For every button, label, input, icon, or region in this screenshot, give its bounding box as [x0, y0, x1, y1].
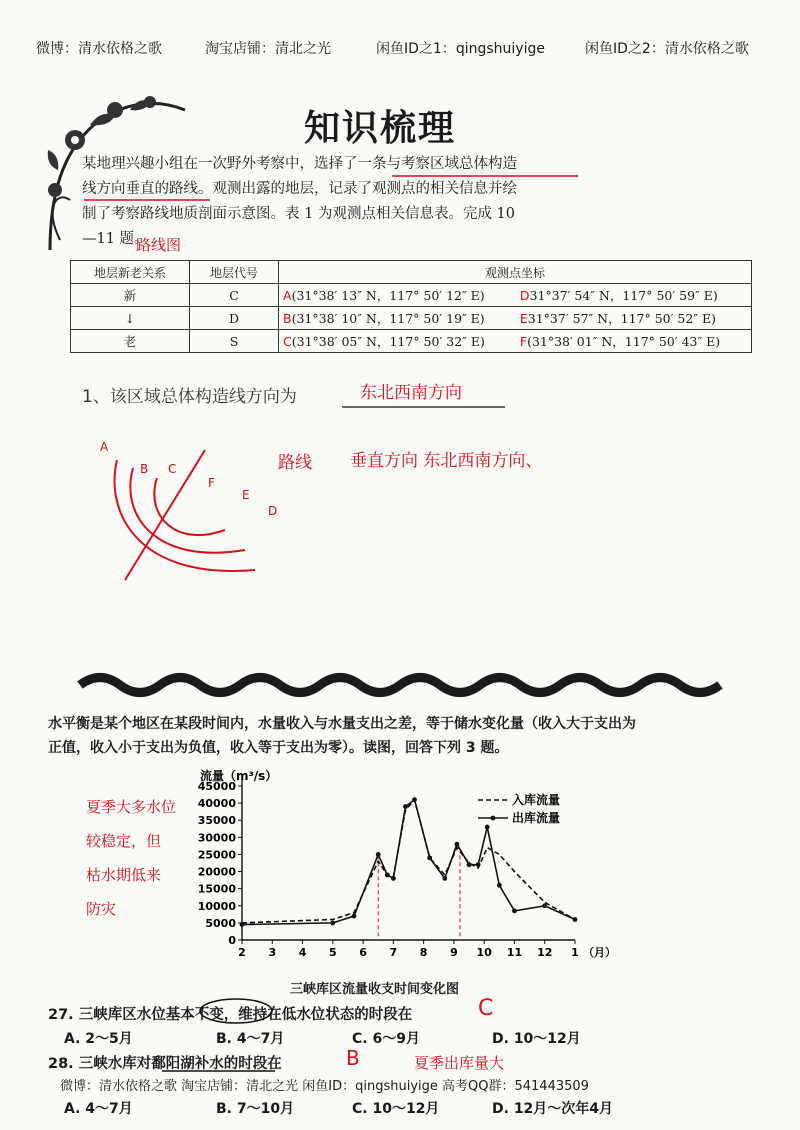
- y-tick-label: 25000: [197, 848, 236, 862]
- table-row: [71, 307, 752, 330]
- q28-option: B. 7～10月: [216, 1101, 295, 1117]
- observation-table: [70, 260, 752, 353]
- data-point: [385, 873, 390, 878]
- point-mark: F: [519, 334, 528, 349]
- x-tick-label: 7: [389, 946, 398, 959]
- fold-label: C: [168, 462, 177, 476]
- q27-option: D. 10～12月: [492, 1031, 581, 1047]
- handwritten-route-note: 垂直方向 东北西南方向、: [350, 451, 543, 471]
- table-cell-coord: (31°38′ 05″ N，117° 50′ 32″ E): [291, 334, 485, 349]
- x-tick-label: 1: [571, 946, 579, 959]
- x-tick-label: 11: [506, 946, 523, 959]
- handwritten-table-note: 路线图: [136, 236, 182, 254]
- data-point: [427, 855, 432, 860]
- y-tick-label: 15000: [197, 882, 236, 896]
- data-point: [403, 804, 408, 809]
- table-header: 地层代号: [190, 261, 279, 284]
- data-point: [485, 825, 490, 830]
- data-point: [240, 922, 245, 927]
- table-cell-code: S: [190, 330, 279, 353]
- table-cell-coord: (31°38′ 01″ N，117° 50′ 43″ E): [527, 334, 721, 349]
- legend-entry: 入库流量: [512, 793, 561, 807]
- header-xianyu1: 闲鱼ID之1：qingshuiyige: [376, 41, 545, 57]
- data-point: [442, 876, 447, 881]
- x-tick-label: 5: [328, 946, 337, 959]
- passage-2-line-1: 水平衡是某个地区在某段时间内，水量收入与水量支出之差，等于储水变化量（收入大于支出为: [48, 716, 636, 732]
- x-tick-label: 9: [450, 946, 458, 959]
- table-header: 观测点坐标: [279, 261, 752, 284]
- y-tick-label: 20000: [197, 865, 236, 879]
- point-mark: B: [283, 311, 292, 326]
- data-point: [476, 862, 481, 867]
- table-cell-coord: 31°37′ 57″ N，117° 50′ 52″ E): [527, 311, 716, 326]
- x-tick-label: 4: [298, 946, 307, 959]
- q27-option: A. 2～5月: [64, 1031, 133, 1047]
- footer-watermark: 微博：清水依格之歌 淘宝店铺：清北之光 闲鱼ID：qingshuiyige 高考QQ群：541443509: [60, 1079, 589, 1094]
- data-point: [352, 914, 357, 919]
- table-cell-code: D: [190, 307, 279, 330]
- point-mark: A: [283, 288, 292, 303]
- x-tick-label: 12: [537, 946, 553, 959]
- chart-note-line: 枯水期低来: [86, 866, 162, 884]
- intro-line-3: 制了考察路线地质剖面示意图。表 1 为观测点相关信息表。完成 10: [82, 206, 516, 222]
- legend-entry: 出库流量: [512, 811, 561, 825]
- page-title: 知识梳理: [303, 108, 456, 149]
- table-cell-age: 新: [71, 284, 190, 307]
- q28-option: D. 12月～次年4月: [492, 1101, 614, 1117]
- q27-stem: 27. 三峡库区水位基本不变，维持在低水位状态的时段在: [48, 1007, 413, 1023]
- header-xianyu2: 闲鱼ID之2：清水依格之歌: [585, 41, 749, 57]
- chart-ylabel: 流量（m³/s）: [200, 769, 278, 783]
- legend-marker: [491, 816, 496, 821]
- y-tick-label: 45000: [197, 780, 236, 793]
- point-mark: D: [519, 288, 530, 303]
- data-point: [497, 883, 502, 888]
- q27-option: C. 6～9月: [352, 1031, 420, 1047]
- chart-legend: [478, 792, 560, 825]
- y-tick-label: 35000: [197, 814, 236, 828]
- x-tick-label: 2: [238, 946, 246, 959]
- y-tick-label: 0: [228, 934, 236, 947]
- intro-line-2: 线方向垂直的路线。观测出露的地层，记录了观测点的相关信息并绘: [82, 181, 517, 197]
- table-row: [71, 284, 752, 307]
- data-point: [512, 909, 517, 914]
- data-point: [376, 852, 381, 857]
- y-tick-label: 30000: [197, 831, 236, 845]
- table-row: [71, 330, 752, 353]
- fold-label: B: [140, 462, 149, 476]
- data-point: [455, 842, 460, 847]
- handwritten-route-label: 路线: [278, 453, 312, 473]
- intro-line-1: 某地理兴趣小组在一次野外考察中，选择了一条与考察区域总体构造: [82, 156, 517, 172]
- y-tick-label: 5000: [205, 916, 236, 930]
- data-point: [467, 862, 472, 867]
- x-axis-label: （月）: [583, 946, 616, 959]
- handwritten-chart-note: [86, 790, 176, 926]
- x-tick-label: 6: [359, 946, 367, 959]
- data-point: [542, 903, 547, 908]
- q28-stem: 28. 三峡水库对鄱阳湖补水的时段在: [48, 1056, 282, 1072]
- x-tick-label: 8: [419, 946, 428, 959]
- q28-option: C. 10～12月: [352, 1101, 440, 1117]
- fold-label: F: [208, 476, 215, 490]
- header-taobao: 淘宝店铺：清北之光: [205, 41, 331, 57]
- fold-label: D: [268, 504, 278, 518]
- table-header-row: [71, 261, 752, 284]
- chart-note-line: 防灾: [86, 900, 117, 918]
- intro-line-4: —11 题。: [82, 231, 149, 247]
- chart-title: 三峡库区流量收支时间变化图: [290, 982, 460, 997]
- q28-handwritten-answer: B: [346, 1046, 360, 1070]
- data-point: [391, 876, 396, 881]
- circle-mark: [196, 996, 276, 1026]
- table-cell-coord: (31°38′ 13″ N，117° 50′ 12″ E): [291, 288, 485, 303]
- table-cell-code: C: [190, 284, 279, 307]
- handwritten-question-1: 1、该区域总体构造线方向为: [82, 387, 297, 407]
- table-cell-age: ↓: [71, 307, 190, 330]
- x-tick-label: 3: [268, 946, 277, 959]
- table-cell-age: 老: [71, 330, 190, 353]
- table-cell-coord: (31°38′ 10″ N，117° 50′ 19″ E): [291, 311, 485, 326]
- fold-label: E: [242, 488, 250, 502]
- q27-handwritten-answer: C: [478, 996, 494, 1021]
- q28-handwritten-note: 夏季出库量大: [414, 1054, 505, 1072]
- fold-label: A: [100, 440, 109, 454]
- header-weibo: 微博：清水依格之歌: [36, 41, 162, 57]
- chart-note-line: 夏季大多水位: [86, 798, 177, 816]
- x-tick-label: 10: [476, 946, 492, 959]
- table-cell-coord: 31°37′ 54″ N，117° 50′ 59″ E): [529, 288, 718, 303]
- handwritten-q1-answer: 东北西南方向: [360, 383, 462, 403]
- table-header: 地层新老关系: [71, 261, 190, 284]
- chart-note-line: 较稳定，但: [86, 832, 162, 850]
- point-mark: E: [519, 311, 528, 326]
- data-point: [412, 797, 417, 802]
- y-tick-label: 40000: [197, 797, 236, 811]
- wave-divider-icon: [80, 670, 720, 700]
- answer-underline: [340, 402, 510, 412]
- q27-option: B. 4～7月: [216, 1031, 285, 1047]
- data-point: [573, 917, 578, 922]
- q28-option: A. 4～7月: [64, 1101, 133, 1117]
- point-mark: C: [283, 334, 292, 349]
- passage-2: [48, 712, 768, 760]
- passage-2-line-2: 正值，收入小于支出为负值，收入等于支出为零）。读图，回答下列 3 题。: [48, 740, 509, 756]
- y-tick-label: 10000: [197, 899, 236, 913]
- data-point: [330, 920, 335, 925]
- flow-chart: [190, 768, 616, 973]
